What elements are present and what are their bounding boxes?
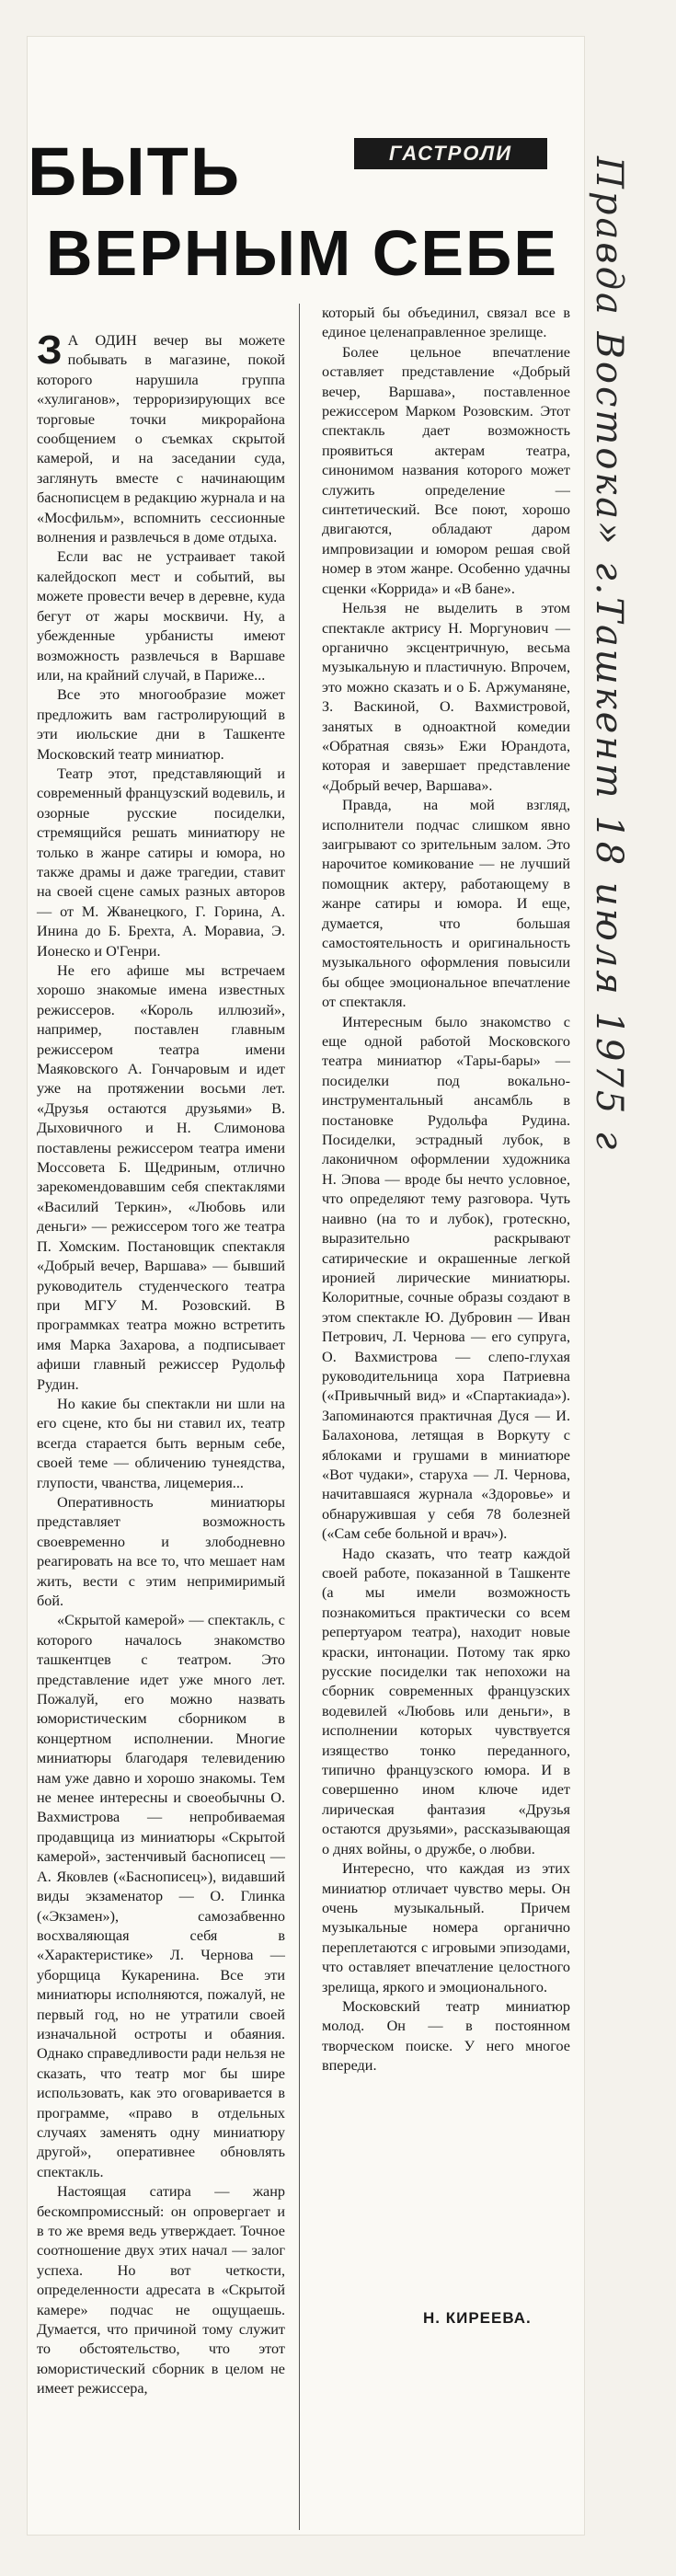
- article-paragraph: Правда, на мой взгляд, исполнители подчас слишком явно заигрывают со зрительным залом. Это нарочитое комикование — не лучший помощник актеру, работающему в жанре сатиры и юмора. И еще, думается, что большая самостоятельность и оригинальность музыкального оформления повысили бы общее эмоциональное впечатление от спектакля.: [322, 797, 570, 1011]
- article-paragraph: Но какие бы спектакли ни шли на его сцене, кто бы ни ставил их, театр всегда старается быть верным себе, своей теме — обличению тунеядства, глупости, чванства, лицемерия...: [37, 1395, 285, 1491]
- author-signature: Н. КИРЕЕВА.: [423, 2309, 532, 2327]
- article-paragraph: который бы объединил, связал все в единое целенаправленное зрелище.: [322, 305, 570, 341]
- article-paragraph: Надо сказать, что театр каждой своей работе, показанной в Ташкенте (а мы имели возможность познакомиться практически со всем репертуаром театра), находит новые краски, интонации. Потому так ярко русские посиделки так непохожи на сборник современных французских водевилей «Любовь или деньги», в исполнении которых чувствуется изящество тонко переданного, типично французского юмора. И в совершенно ином ключе идет лирическая фантазия «Друзья остаются друзьями», рассказывающая о днях войны, о дружбе, о любви.: [322, 1545, 570, 1857]
- paragraph-text: А ОДИН вечер вы можете побывать в магазине, покой которого нарушила группа «хулиганов», терроризирующих все торговые точки микрорайона сообщением о съемках скрытой камерой, и на заседании суда, заглянуть вместе с начинающим баснописцем в редакцию журнала и на «Мосфильм», вспомнить сессионные волнения и развлечься в доме отдыха.: [37, 332, 285, 546]
- column-divider: [299, 304, 300, 2530]
- headline-line-1: БЫТЬ: [28, 133, 242, 210]
- article-paragraph: Театр этот, представляющий и современный французский водевиль, и озорные русские посиделки, стремящийся решать миниатюру не только в жанре сатиры и юмора, но также драмы и даже трагедии, ставит на своей сцене самых разных авторов — от М. Жванецкого, Г. Горина, А. Инина до Б. Брехта, А. Моравиа, Э. Ионеско и О'Генри.: [37, 765, 285, 960]
- article-paragraph: Оперативность миниатюры представляет возможность своевременно и злободневно реагировать на все то, что мешает нам жить, вести с этим непримиримый бой.: [37, 1493, 285, 1609]
- article-paragraph: [37, 328, 285, 547]
- drop-cap: З: [37, 328, 63, 373]
- article-paragraph: Московский театр миниатюр молод. Он — в постоянном творческом поиске. У него многое впереди.: [322, 1997, 570, 2075]
- article-paragraph: «Скрытой камерой» — спектакль, с которого началось знакомство ташкентцев с театром. Это представление идет уже много лет. Пожалуй, его можно назвать юмористическим сборником в концертном исполнении. Многие миниатюры благодаря телевидению нам уже давно и хорошо знакомы. Тем не менее интересны и своеобычны О. Вахмистрова — непробиваемая продавщица из миниатюры «Скрытой камерой», застенчивый баснописец — А. Яковлев («Баснописец»), видавший виды экзаменатор — О. Глинка («Экзамен»), самозабвенно восхваляющая себя в «Характеристике» Л. Чернова — уборщица Кукаренина. Все эти миниатюры исполняются, пожалуй, не первый год, но не утратили своей изначальной остроты и обаяния. Однако справедливости ради нельзя не сказать, что театр мог бы шире использовать, как это оговаривается в программе, «право в отдельных случаях заменять одну миниатюру другой», оперативнее обновлять спектакль.: [37, 1612, 285, 2180]
- article-paragraph: Интересным было знакомство с еще одной работой Московского театра миниатюр «Тары-бары» — посиделки под вокально-инструментальный ансамбль в постановке Рудольфа Рудина. Посиделки, эстрадный лубок, в лаконичном оформлении художника Н. Эпова — вроде бы нечто условное, что определяют тему разговора. Чуть наивно (на то и лубок), гротескно, выразительно раскрывают сатирические и окрашенные легкой иронией лирические миниатюры. Колоритные, сочные образы создают в этом спектакле Ю. Дубровин — Иван Петрович, Л. Чернова — его супруга, О. Вахмистрова — слепо-глухая руководительница хора Патриевна («Привычный вид» и «Спартакиада»). Запоминаются практичная Дуся — И. Балахонова, летящая в Воркуту с яблоками и грушами в миниатюре «Вот чудаки», старуха — Л. Чернова, начитавшаяся журнала «Здоровье» и обнаружившая у себя 78 болезней («Сам себе больной и врач»).: [322, 1013, 570, 1543]
- handwritten-note: [588, 156, 658, 1858]
- article-paragraph: Нельзя не выделить в этом спектакле актрису Н. Моргунович — органично эксцентричную, весьма музыкальную и пластичную. Впрочем, это можно сказать и о Б. Аржуманяне, З. Васкиной, О. Вахмистровой, занятых в одноактной комедии «Обратная связь» Ежи Юрандота, которая и завершает представление «Добрый вечер, Варшава».: [322, 600, 570, 794]
- headline-line-2: ВЕРНЫМ СЕБЕ: [46, 217, 559, 289]
- article-paragraph: Более цельное впечатление оставляет представление «Добрый вечер, Варшава», поставленное режиссером Марком Розовским. Этот спектакль дает возможность проявиться актерам театра, синонимом названия которого может служить определение — синтетический. Все поют, хорошо двигаются, обладают даром импровизации и юмором решая свой номер в этом жанре. Особенно удачны сценки «Коррида» и «В бане».: [322, 343, 570, 597]
- article-paragraph: Все это многообразие может предложить вам гастролирующий в эти июльские дни в Ташкенте Московский театр миниатюр.: [37, 686, 285, 763]
- article-paragraph: Интересно, что каждая из этих миниатюр отличает чувство меры. Он очень музыкальный. Причем музыкальные номера органично переплетаются с игровыми эпизодами, что оставляет впечатление целостного зрелища, яркого и эмоционального.: [322, 1860, 570, 1995]
- article-paragraph: Настоящая сатира — жанр бескомпромиссный: он опровергает и в то же время ведь утверждает. Точное соотношение двух этих начал — залог успеха. Но вот четкости, определенности адресата в «Скрытой камере» подчас не ощущаешь. Думается, что причиной тому служит то обстоятельство, что этот юмористический сборник в целом не имеет режиссера,: [37, 2183, 285, 2398]
- article-paragraph: Не его афише мы встречаем хорошо знакомые имена известных режиссеров. «Король иллюзий», например, поставлен главным режиссером театра имени Маяковского А. Гончаровым и идет уже на протяжении восьми лет. «Друзья остаются друзьями» В. Дыховичного и Н. Слимонова поставлены режиссером театра имени Моссовета Б. Щедриным, отлично зарекомендовавшим себя спектаклями «Василий Теркин», «Любовь или деньги» — режиссером того же театра П. Хомским. Постановщик спектакля «Добрый вечер, Варшава» — бывший руководитель студенческого театра при МГУ М. Розовский. В программках театра можно встретить имя Марка Захарова, а подписывает афиши главный режиссер Рудольф Рудин.: [37, 962, 285, 1393]
- article-column-1: [37, 328, 285, 2521]
- article-column-2: [322, 304, 570, 2217]
- rubric-label: ГАСТРОЛИ: [354, 138, 547, 169]
- handwritten-note-text: Правда Востока» г.Ташкент 18 июля 1975 г: [588, 156, 630, 1153]
- newspaper-clipping: [28, 37, 584, 2535]
- article-paragraph: Если вас не устраивает такой калейдоскоп мест и событий, вы можете провести вечер в деревне, куда бегут от жары москвичи. Ну, а убежденные урбанисты имеют возможность развлечься в Варшаве или, на крайний случай, в Париже...: [37, 548, 285, 684]
